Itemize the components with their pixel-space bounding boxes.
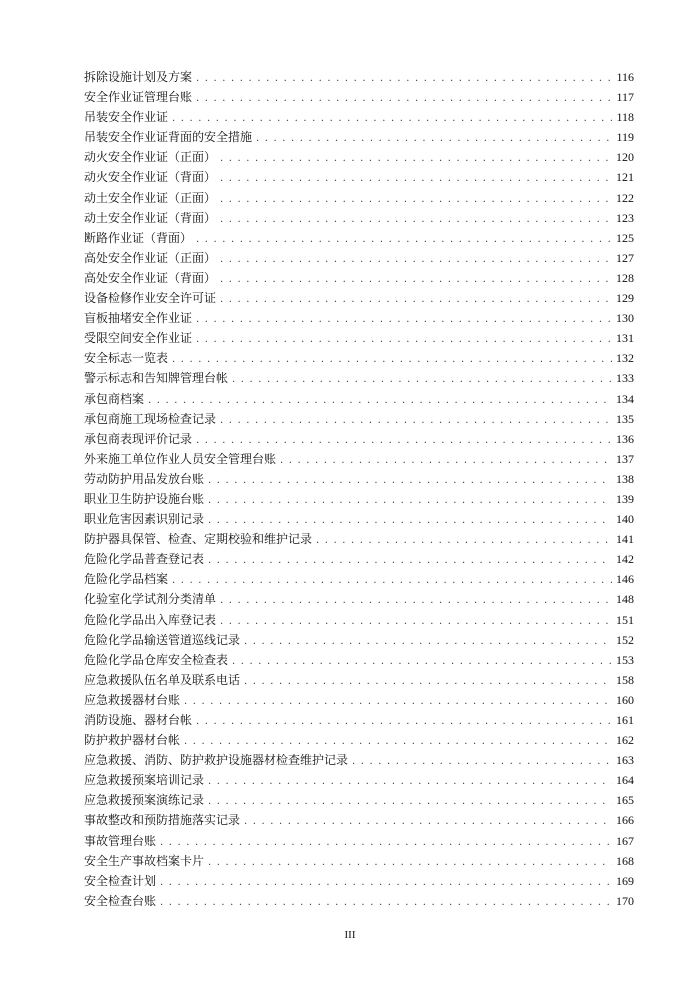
toc-entry-page: 130 xyxy=(616,311,634,326)
toc-entry[interactable] xyxy=(84,409,634,429)
toc-entry-title: 高处安全作业证（正面） xyxy=(84,250,217,265)
dot-leader xyxy=(232,652,612,672)
toc-entry-title: 安全作业证管理台账 xyxy=(84,90,193,105)
dot-leader xyxy=(244,672,612,692)
toc-entry-page: 138 xyxy=(616,471,634,486)
toc-entry[interactable] xyxy=(84,710,634,730)
dot-leader xyxy=(220,149,612,169)
toc-entry-title: 承包商表现评价记录 xyxy=(84,431,193,446)
toc-entry-title: 承包商档案 xyxy=(84,391,145,406)
dot-leader xyxy=(148,391,612,411)
toc-entry[interactable] xyxy=(84,368,634,388)
dot-leader xyxy=(220,190,612,210)
toc-entry[interactable] xyxy=(84,328,634,348)
dot-leader xyxy=(208,792,612,812)
toc-entry-page: 137 xyxy=(616,451,634,466)
toc-entry-page: 169 xyxy=(616,873,634,888)
dot-leader xyxy=(220,612,612,632)
toc-entry[interactable] xyxy=(84,810,634,830)
toc-entry-page: 122 xyxy=(616,190,634,205)
toc-entry-title: 动火安全作业证（正面） xyxy=(84,150,217,165)
toc-entry[interactable] xyxy=(84,610,634,630)
toc-entry-title: 职业卫生防护设施台账 xyxy=(84,491,205,506)
dot-leader xyxy=(196,310,612,330)
toc-entry[interactable] xyxy=(84,509,634,529)
toc-entry-page: 161 xyxy=(616,713,634,727)
dot-leader xyxy=(196,431,612,451)
dot-leader xyxy=(220,210,612,230)
dot-leader xyxy=(244,632,612,652)
toc-entry[interactable] xyxy=(84,167,634,187)
dot-leader xyxy=(220,270,612,290)
toc-entry-page: 131 xyxy=(616,331,634,346)
toc-entry-page: 165 xyxy=(616,793,634,808)
toc-entry-page: 127 xyxy=(616,250,634,265)
toc-entry-title: 消防设施、器材台帐 xyxy=(84,713,193,727)
toc-entry-title: 危险化学品仓库安全检查表 xyxy=(84,652,229,667)
dot-leader xyxy=(184,732,612,752)
toc-entry-page: 134 xyxy=(616,391,634,406)
toc-entry[interactable] xyxy=(84,288,634,308)
toc-entry-title: 应急救援器材台账 xyxy=(84,692,181,707)
toc-entry[interactable] xyxy=(84,891,634,911)
dot-leader xyxy=(172,109,612,129)
table-of-contents xyxy=(84,67,634,911)
dot-leader xyxy=(208,772,612,792)
toc-entry-page: 140 xyxy=(616,512,634,527)
toc-entry-page: 123 xyxy=(616,210,634,225)
toc-entry-title: 职业危害因素识别记录 xyxy=(84,512,205,527)
toc-entry[interactable] xyxy=(84,308,634,328)
toc-entry[interactable] xyxy=(84,770,634,790)
toc-entry-title: 受限空间安全作业证 xyxy=(84,331,193,346)
toc-entry[interactable] xyxy=(84,348,634,368)
toc-entry-page: 136 xyxy=(616,431,634,446)
toc-entry-title: 承包商施工现场检查记录 xyxy=(84,411,217,426)
toc-entry-page: 162 xyxy=(616,733,634,748)
toc-entry-title: 应急救援预案演练记录 xyxy=(84,793,205,808)
dot-leader xyxy=(220,169,612,189)
toc-entry-page: 121 xyxy=(616,170,634,185)
dot-leader xyxy=(196,69,612,89)
dot-leader xyxy=(160,893,612,913)
dot-leader xyxy=(352,752,612,772)
toc-entry[interactable] xyxy=(84,228,634,248)
toc-entry[interactable] xyxy=(84,449,634,469)
toc-entry-page: 119 xyxy=(616,130,634,145)
toc-entry-title: 安全检查台账 xyxy=(84,893,157,908)
toc-entry-title: 外来施工单位作业人员安全管理台账 xyxy=(84,451,277,466)
toc-entry[interactable] xyxy=(84,730,634,750)
toc-entry-title: 危险化学品普查登记表 xyxy=(84,552,205,567)
toc-entry-page: 170 xyxy=(616,893,634,908)
toc-entry[interactable] xyxy=(84,690,634,710)
toc-entry-title: 事故整改和预防措施落实记录 xyxy=(84,813,241,828)
toc-entry[interactable] xyxy=(84,650,634,670)
toc-entry-title: 化验室化学试剂分类清单 xyxy=(84,592,217,607)
toc-entry-title: 动土安全作业证（正面） xyxy=(84,190,217,205)
toc-entry-page: 118 xyxy=(616,110,634,125)
dot-leader xyxy=(196,89,612,109)
toc-entry-page: 167 xyxy=(616,833,634,848)
toc-entry-title: 应急救援预案培训记录 xyxy=(84,773,205,788)
toc-entry[interactable] xyxy=(84,147,634,167)
toc-entry-page: 142 xyxy=(616,552,634,567)
toc-entry-page: 129 xyxy=(616,291,634,306)
toc-entry-title: 防护器具保管、检查、定期校验和维护记录 xyxy=(84,532,313,547)
dot-leader xyxy=(208,471,612,491)
toc-entry[interactable] xyxy=(84,429,634,449)
toc-entry-page: 120 xyxy=(616,150,634,165)
toc-entry-page: 128 xyxy=(616,270,634,285)
toc-entry-title: 应急救援队伍名单及联系电话 xyxy=(84,672,241,687)
toc-entry[interactable] xyxy=(84,67,634,87)
dot-leader xyxy=(244,812,612,832)
toc-entry-page: 116 xyxy=(616,70,634,84)
dot-leader xyxy=(220,250,612,270)
toc-entry-title: 盲板抽堵安全作业证 xyxy=(84,311,193,326)
toc-entry[interactable] xyxy=(84,851,634,871)
toc-entry[interactable] xyxy=(84,248,634,268)
toc-entry-page: 151 xyxy=(616,612,634,627)
toc-entry-page: 139 xyxy=(616,491,634,506)
toc-entry[interactable] xyxy=(84,831,634,851)
toc-entry[interactable] xyxy=(84,871,634,891)
dot-leader xyxy=(256,129,612,149)
toc-entry-title: 防护救护器材台帐 xyxy=(84,733,181,748)
toc-entry-page: 141 xyxy=(616,532,634,547)
dot-leader xyxy=(184,692,612,712)
toc-entry-title: 危险化学品出入库登记表 xyxy=(84,612,217,627)
toc-entry-title: 吊装安全作业证 xyxy=(84,110,169,125)
toc-entry-title: 危险化学品输送管道巡线记录 xyxy=(84,632,241,647)
toc-entry-page: 125 xyxy=(616,230,634,245)
toc-entry-title: 拆除设施计划及方案 xyxy=(84,70,193,84)
toc-entry-page: 152 xyxy=(616,632,634,647)
dot-leader xyxy=(208,511,612,531)
toc-entry-page: 166 xyxy=(616,813,634,828)
toc-entry-page: 163 xyxy=(616,753,634,768)
toc-entry-title: 设备检修作业安全许可证 xyxy=(84,291,217,306)
toc-entry-title: 应急救援、消防、防护救护设施器材检查维护记录 xyxy=(84,753,349,768)
toc-entry-page: 148 xyxy=(616,592,634,607)
toc-entry[interactable] xyxy=(84,549,634,569)
toc-entry[interactable] xyxy=(84,489,634,509)
toc-entry-title: 警示标志和告知牌管理台帐 xyxy=(84,371,229,386)
dot-leader xyxy=(172,571,612,591)
dot-leader xyxy=(280,451,612,471)
dot-leader xyxy=(196,230,612,250)
toc-entry[interactable] xyxy=(84,87,634,107)
toc-entry-page: 153 xyxy=(616,652,634,667)
toc-entry-page: 158 xyxy=(616,672,634,687)
toc-entry-page: 160 xyxy=(616,692,634,707)
toc-entry-title: 吊装安全作业证背面的安全措施 xyxy=(84,130,253,145)
toc-entry[interactable] xyxy=(84,188,634,208)
toc-entry[interactable] xyxy=(84,469,634,489)
dot-leader xyxy=(316,531,612,551)
dot-leader xyxy=(196,330,612,350)
toc-entry[interactable] xyxy=(84,268,634,288)
toc-entry[interactable] xyxy=(84,529,634,549)
dot-leader xyxy=(208,551,612,571)
toc-entry[interactable] xyxy=(84,589,634,609)
dot-leader xyxy=(220,411,612,431)
dot-leader xyxy=(232,370,612,390)
toc-entry-title: 断路作业证（背面） xyxy=(84,230,193,245)
dot-leader xyxy=(208,853,612,873)
toc-entry-page: 164 xyxy=(616,773,634,788)
toc-entry[interactable] xyxy=(84,389,634,409)
page-number: III xyxy=(344,929,356,941)
dot-leader xyxy=(160,873,612,893)
toc-entry-title: 安全检查计划 xyxy=(84,873,157,888)
toc-entry-title: 劳动防护用品发放台账 xyxy=(84,471,205,486)
toc-entry[interactable] xyxy=(84,569,634,589)
toc-entry[interactable] xyxy=(84,630,634,650)
toc-entry-title: 高处安全作业证（背面） xyxy=(84,270,217,285)
toc-entry[interactable] xyxy=(84,208,634,228)
toc-entry-page: 133 xyxy=(616,371,634,386)
toc-entry-page: 168 xyxy=(616,853,634,868)
toc-entry[interactable] xyxy=(84,127,634,147)
dot-leader xyxy=(172,350,612,370)
toc-entry-page: 132 xyxy=(616,351,634,366)
toc-entry-page: 117 xyxy=(616,90,634,105)
toc-entry-title: 安全标志一览表 xyxy=(84,351,169,366)
toc-entry[interactable] xyxy=(84,790,634,810)
dot-leader xyxy=(160,833,612,853)
toc-entry-title: 动火安全作业证（背面） xyxy=(84,170,217,185)
toc-entry[interactable] xyxy=(84,670,634,690)
toc-entry-page: 146 xyxy=(616,572,634,587)
dot-leader xyxy=(220,591,612,611)
toc-entry[interactable] xyxy=(84,750,634,770)
toc-entry-page: 135 xyxy=(616,411,634,426)
toc-entry[interactable] xyxy=(84,107,634,127)
dot-leader xyxy=(196,712,612,732)
dot-leader xyxy=(208,491,612,511)
dot-leader xyxy=(220,290,612,310)
toc-entry-title: 动土安全作业证（背面） xyxy=(84,210,217,225)
toc-entry-title: 事故管理台账 xyxy=(84,833,157,848)
toc-entry-title: 危险化学品档案 xyxy=(84,572,169,587)
toc-entry-title: 安全生产事故档案卡片 xyxy=(84,853,205,868)
